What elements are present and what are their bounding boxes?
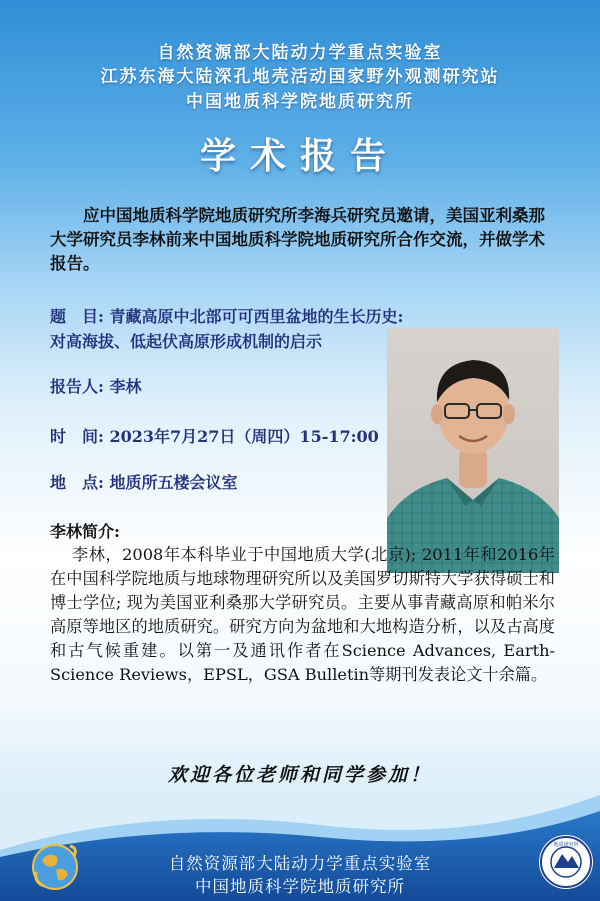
location-label: 地 点: — [50, 473, 104, 492]
speaker-photo — [387, 328, 559, 573]
header-line-1: 自然资源部大陆动力学重点实验室 — [157, 43, 443, 63]
intro-paragraph: 应中国地质科学院地质研究所李海兵研究员邀请，美国亚利桑那大学研究员李林前来中国地质科学院地质研究所合作交流，并做学术报告。 — [50, 206, 545, 273]
header-line-2: 江苏东海大陆深孔地壳活动国家野外观测研究站 — [100, 67, 500, 87]
location-field — [50, 470, 238, 493]
speaker-portrait-illustration — [387, 328, 559, 573]
location-value: 地质所五楼会议室 — [109, 473, 238, 492]
speaker-label: 报告人: — [50, 377, 104, 396]
speaker-field — [50, 374, 142, 397]
topic-text-2: 对高海拔、低起伏高原形成机制的启示 — [50, 332, 323, 351]
speaker-value: 李林 — [109, 377, 142, 396]
bio-paragraph: 李林，2008年本科毕业于中国地质大学(北京); 2011年和2016年在中国科学院地质与地球物理研究所以及美国罗切斯特大学获得硕士和博士学位; 现为美国亚利桑那大学研究员。主要从事青藏高原和帕米尔高原等地区的地质研究。研究方向为盆地和大地构造分析，以及古高度和古气候重建。以第一及通讯作者在Science Advances, Earth-Science Reviews，EPSL，GSA Bulletin等期刊发表论文十余篇。 — [50, 545, 555, 684]
footer-line-2: 中国地质科学院地质研究所 — [195, 877, 405, 896]
welcome-text: 欢迎各位老师和同学参加！ — [167, 764, 432, 786]
header-line-3: 中国地质科学院地质研究所 — [186, 92, 414, 112]
topic-line-1 — [50, 304, 470, 327]
time-value: 2023年7月27日（周四）15-17:00 — [109, 427, 379, 446]
institute-seal-icon — [538, 834, 594, 890]
topic-label: 题 目: — [50, 307, 104, 326]
footer-line-1: 自然资源部大陆动力学重点实验室 — [168, 854, 432, 873]
poster-title: 学术报告 — [199, 136, 400, 177]
time-label: 时 间: — [50, 427, 104, 446]
time-field — [50, 424, 379, 447]
seal-text: 地质研究所 — [553, 842, 579, 848]
topic-text-1: 青藏高原中北部可可西里盆地的生长历史: — [109, 307, 404, 326]
bio-heading: 李林简介: — [50, 522, 120, 541]
